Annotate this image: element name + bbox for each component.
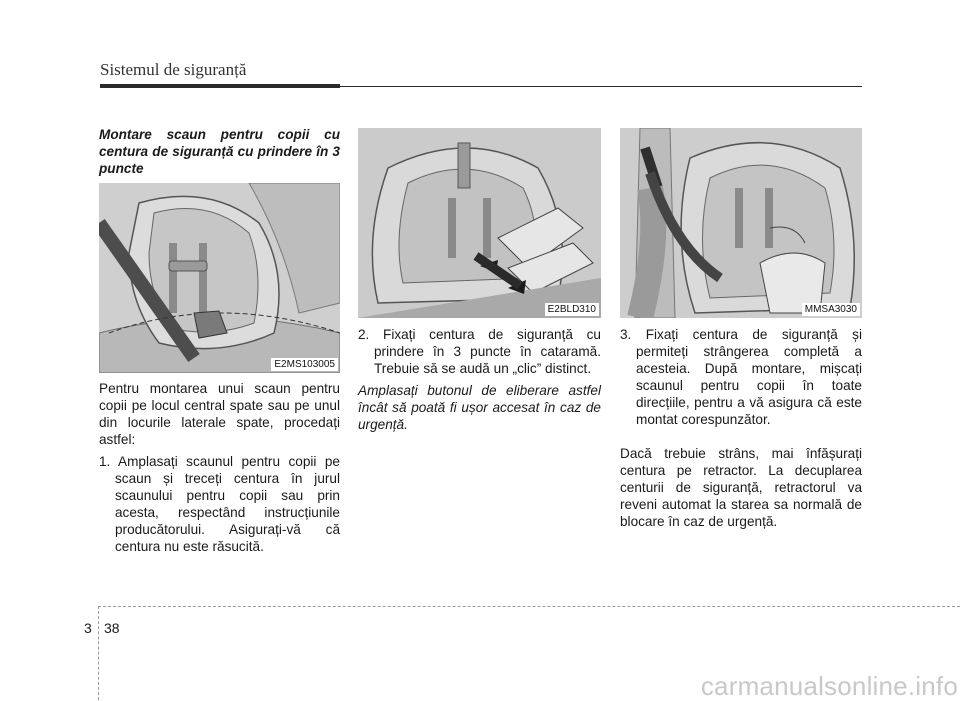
figure-tightening-belt xyxy=(620,128,862,318)
page-number: 38 xyxy=(104,620,120,636)
figure-buckling-belt xyxy=(358,128,601,318)
step-3: 3. Fixați centura de siguranță și permiteți strângerea completă a acesteia. După montare, mișcați scaunul pentru copii în toate direcțiile, pentru a vă asigura că este montat corespunzător. xyxy=(620,327,862,427)
column-right-text xyxy=(620,326,862,530)
column-left-text xyxy=(99,380,340,555)
section-heading: Montare scaun pentru copii cu centura de siguranță cu prindere în 3 puncte xyxy=(99,127,340,176)
child-seat-on-rear-bench-illustration xyxy=(99,183,340,373)
step-2-note: Amplasați butonul de eliberare astfel încât să poată fi ușor accesat în caz de urgență. xyxy=(358,383,601,432)
buckling-belt-into-latch-illustration xyxy=(358,128,601,318)
page-header-title: Sistemul de siguranță xyxy=(100,60,247,79)
header-rule-thin xyxy=(340,86,862,87)
step-2: 2. Fixați centura de siguranță cu prindere în 3 puncte în cataramă. Trebuie să se audă un „clic” distinct. xyxy=(358,327,601,376)
header-rule-thick xyxy=(100,84,340,88)
step-1: 1. Amplasați scaunul pentru copii pe scaun și treceți centura în jurul scaunului pentru copii sau prin acesta, respectând instrucțiunile producătorului. Asigurați-vă că centura nu este răsucită. xyxy=(99,454,340,554)
footer-vertical-line xyxy=(98,606,99,700)
figure-code: MMSA3030 xyxy=(802,303,860,316)
figure-child-seat-rear-bench xyxy=(99,183,340,373)
intro-paragraph: Pentru montarea unui scaun pentru copii pe locul central spate sau pe unul din locurile laterale spate, procedați astfel: xyxy=(99,381,340,447)
column-left xyxy=(99,126,340,177)
watermark: carmanualsonline.info xyxy=(700,671,958,701)
column-middle-text xyxy=(358,326,601,433)
chapter-number: 3 xyxy=(84,620,92,636)
tightening-belt-illustration xyxy=(620,128,862,318)
figure-code: E2BLD310 xyxy=(545,303,599,316)
figure-code: E2MS103005 xyxy=(271,358,338,371)
footer-divider xyxy=(98,606,960,607)
step-3-note: Dacă trebuie strâns, mai înfășurați centura pe retractor. La decuplarea centurii de siguranță, retractorul va reveni automat la starea sa normală de blocare în caz de urgență. xyxy=(620,446,862,529)
